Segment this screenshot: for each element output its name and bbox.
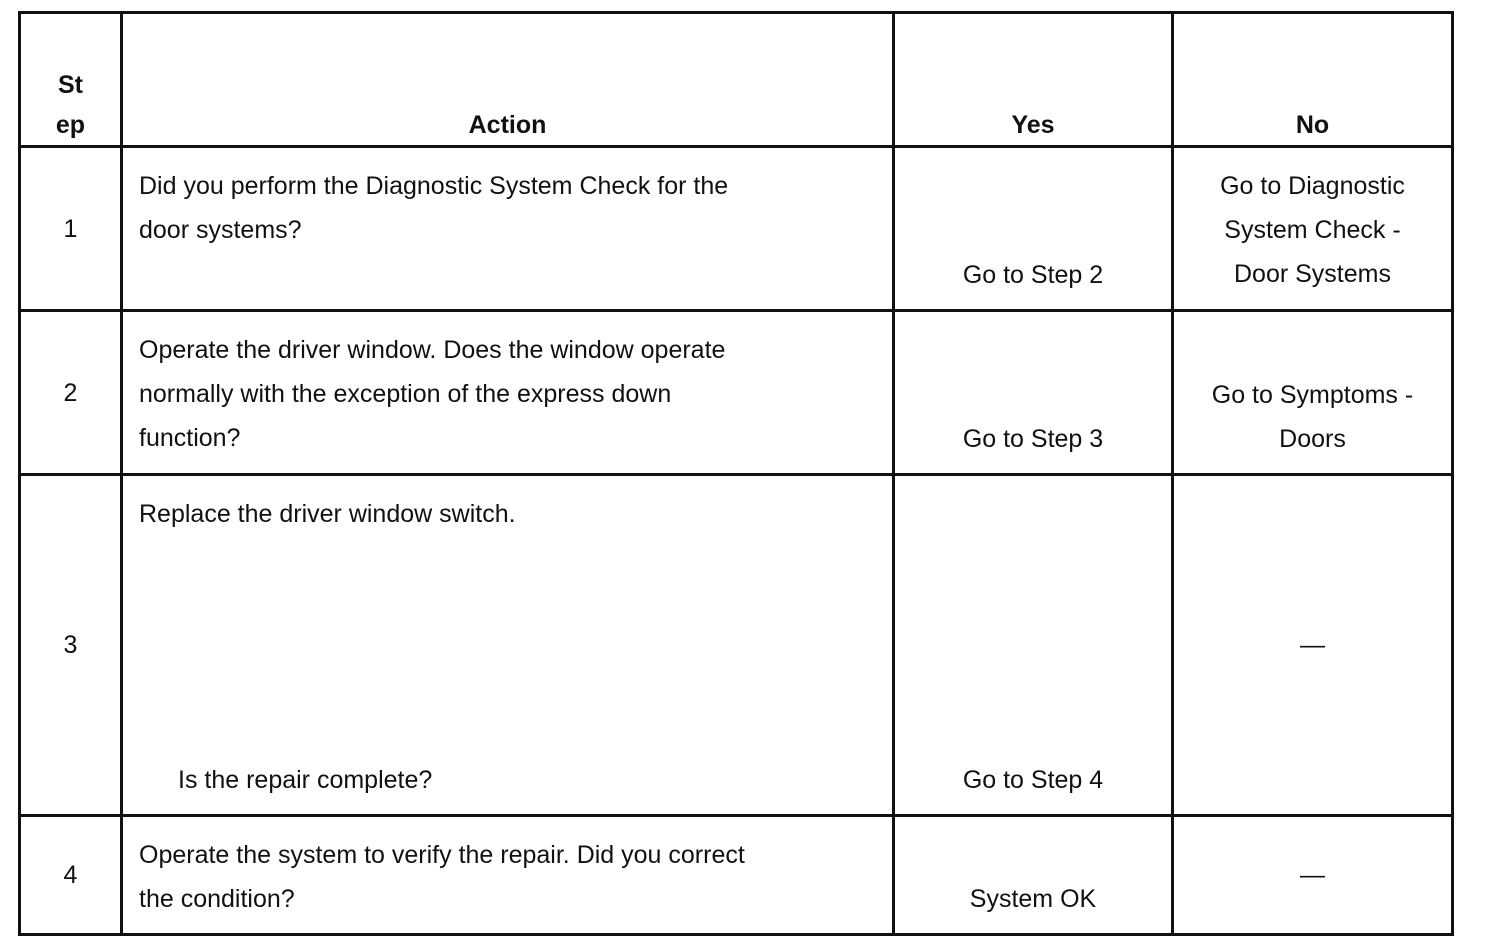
row2-action-line1: Operate the driver window. Does the window operate (139, 336, 726, 364)
row1-step-number: 1 (63, 214, 78, 243)
row2-action (123, 312, 895, 476)
row4-action-line2: the condition? (139, 885, 295, 913)
row2-no (1174, 312, 1451, 476)
row3-no-dash: — (1300, 631, 1325, 659)
header-step (21, 14, 123, 148)
row1-no-line3: Door Systems (1234, 260, 1391, 288)
row1-no-line2: System Check - (1224, 216, 1401, 244)
row3-no (1174, 476, 1451, 817)
row1-action-line2: door systems? (139, 216, 302, 244)
header-yes (895, 14, 1174, 148)
row3-action (123, 476, 895, 817)
row3-yes-text: Go to Step 4 (962, 766, 1104, 794)
row3-step (21, 476, 123, 817)
row2-no-line2: Doors (1279, 425, 1346, 453)
row4-yes-text: System OK (969, 885, 1097, 913)
header-no (1174, 14, 1451, 148)
row2-step (21, 312, 123, 476)
row1-step (21, 148, 123, 312)
row2-action-line3: function? (139, 424, 241, 452)
header-yes-label: Yes (1011, 111, 1055, 139)
header-action-label: Action (468, 111, 547, 139)
row4-step (21, 817, 123, 933)
row4-action-line1: Operate the system to verify the repair. Did you correct (139, 841, 745, 869)
header-action (123, 14, 895, 148)
row4-no-dash: — (1300, 861, 1325, 889)
row4-yes (895, 817, 1174, 933)
diagnostic-table (18, 11, 1454, 936)
row1-action-line1: Did you perform the Diagnostic System Check for the (139, 172, 729, 200)
row2-yes (895, 312, 1174, 476)
row1-yes (895, 148, 1174, 312)
row3-action-line1: Replace the driver window switch. (139, 500, 516, 528)
row3-action-line2: Is the repair complete? (178, 766, 433, 794)
row4-action (123, 817, 895, 933)
row1-no-line1: Go to Diagnostic (1220, 172, 1405, 200)
row2-action-line2: normally with the exception of the express down (139, 380, 672, 408)
row1-yes-text: Go to Step 2 (962, 261, 1104, 289)
row1-no (1174, 148, 1451, 312)
row2-no-line1: Go to Symptoms - (1211, 381, 1414, 409)
header-step-line1: St (58, 71, 83, 99)
row2-yes-text: Go to Step 3 (962, 425, 1104, 453)
header-no-label: No (1295, 111, 1330, 139)
header-step-line2: ep (55, 111, 86, 139)
row1-action (123, 148, 895, 312)
row4-step-number: 4 (63, 861, 78, 889)
row3-yes (895, 476, 1174, 817)
row2-step-number: 2 (63, 378, 78, 407)
row3-step-number: 3 (63, 631, 78, 659)
row4-no (1174, 817, 1451, 933)
